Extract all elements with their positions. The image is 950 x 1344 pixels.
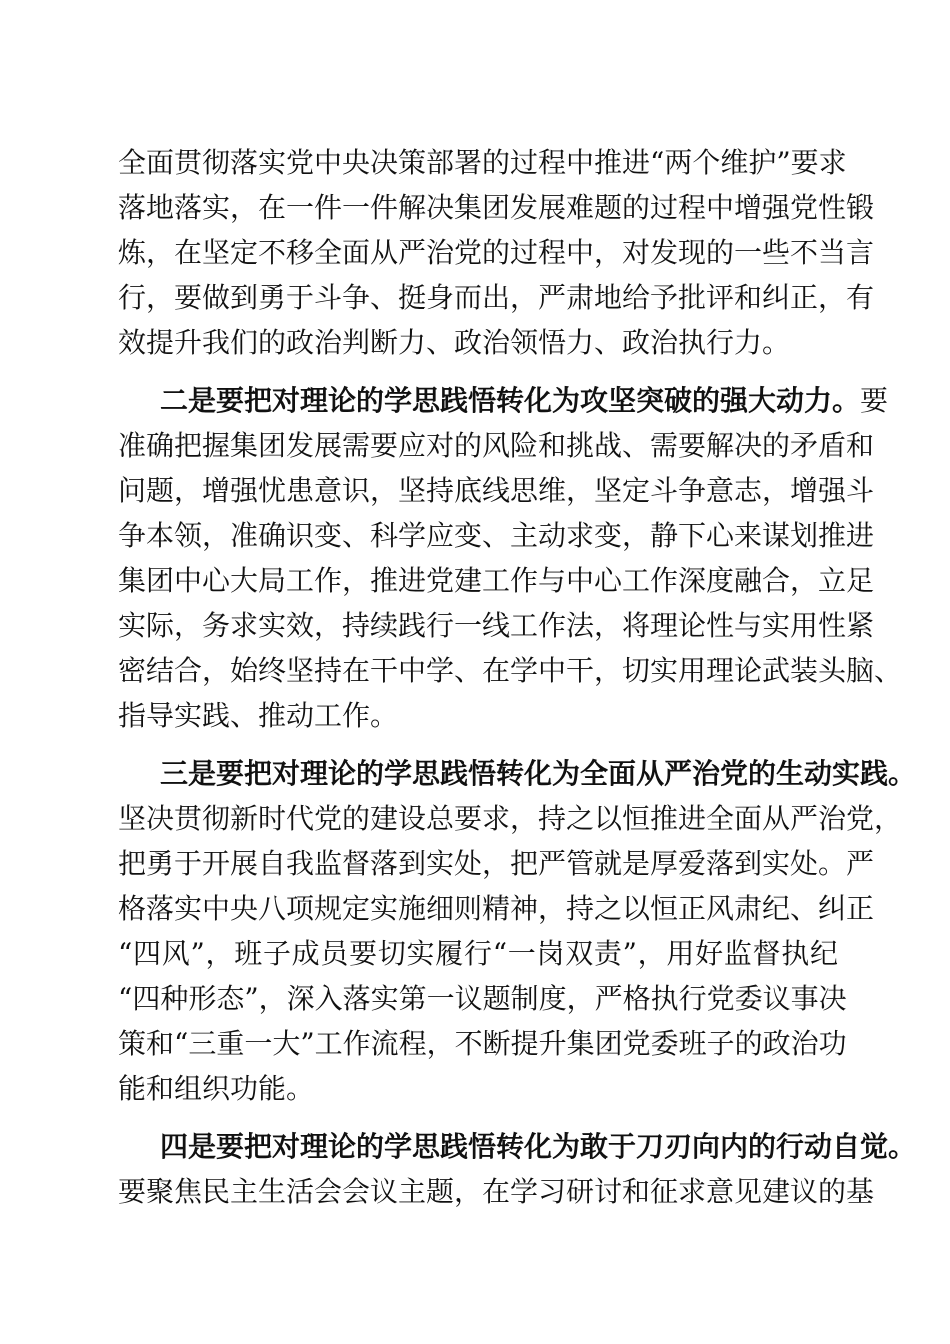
paragraph-4 [118, 1124, 917, 1214]
paragraph-heading-line [118, 1124, 917, 1169]
text-line: 准确把握集团发展需要应对的风险和挑战、需要解决的矛盾和 [118, 429, 875, 462]
text-line: “四风”，班子成员要切实履行“一岗双责”，用好监督执纪 [118, 937, 838, 970]
text-line: 要聚焦民主生活会会议主题，在学习研讨和征求意见建议的基 [118, 1175, 875, 1208]
text-line: 密结合，始终坚持在干中学、在学中干，切实用理论武装头脑、 [118, 654, 903, 687]
text-line: 集团中心大局工作，推进党建工作与中心工作深度融合，立足 [118, 564, 875, 597]
paragraph-3 [118, 751, 917, 1111]
text-line: 落地落实，在一件一件解决集团发展难题的过程中增强党性锻 [118, 191, 875, 224]
paragraph-heading: 二是要把对理论的学思践悟转化为攻坚突破的强大动力。 [160, 384, 861, 417]
text-line: 问题，增强忧患意识，坚持底线思维，坚定斗争意志，增强斗 [118, 474, 875, 507]
paragraph-heading: 三是要把对理论的学思践悟转化为全面从严治党的生动实践。 [160, 757, 917, 790]
text-line: 实际，务求实效，持续践行一线工作法，将理论性与实用性紧 [118, 609, 875, 642]
text-run: 要 [860, 384, 889, 417]
document-body [118, 140, 917, 1214]
paragraph-1 [118, 140, 875, 365]
text-line: “四种形态”，深入落实第一议题制度，严格执行党委议事决 [118, 982, 847, 1015]
text-line: 能和组织功能。 [118, 1072, 315, 1105]
text-line: 格落实中央八项规定实施细则精神，持之以恒正风肃纪、纠正 [118, 892, 875, 925]
text-line: 行，要做到勇于斗争、挺身而出，严肃地给予批评和纠正，有 [118, 281, 875, 314]
text-line: 炼，在坚定不移全面从严治党的过程中，对发现的一些不当言 [118, 236, 875, 269]
text-line: 把勇于开展自我监督落到实处，把严管就是厚爱落到实处。严 [118, 847, 875, 880]
text-line: 策和“三重一大”工作流程，不断提升集团党委班子的政治功 [118, 1027, 847, 1060]
text-line: 效提升我们的政治判断力、政治领悟力、政治执行力。 [118, 326, 791, 359]
text-line: 全面贯彻落实党中央决策部署的过程中推进“两个维护”要求 [118, 146, 847, 179]
text-line: 争本领，准确识变、科学应变、主动求变，静下心来谋划推进 [118, 519, 875, 552]
paragraph-heading-line [118, 378, 889, 423]
paragraph-heading: 四是要把对理论的学思践悟转化为敢于刀刃向内的行动自觉。 [160, 1130, 917, 1163]
text-line: 指导实践、推动工作。 [118, 699, 399, 732]
paragraph-2 [118, 378, 903, 738]
paragraph-heading-line [118, 751, 917, 796]
text-line: 坚决贯彻新时代党的建设总要求，持之以恒推进全面从严治党， [118, 802, 903, 835]
